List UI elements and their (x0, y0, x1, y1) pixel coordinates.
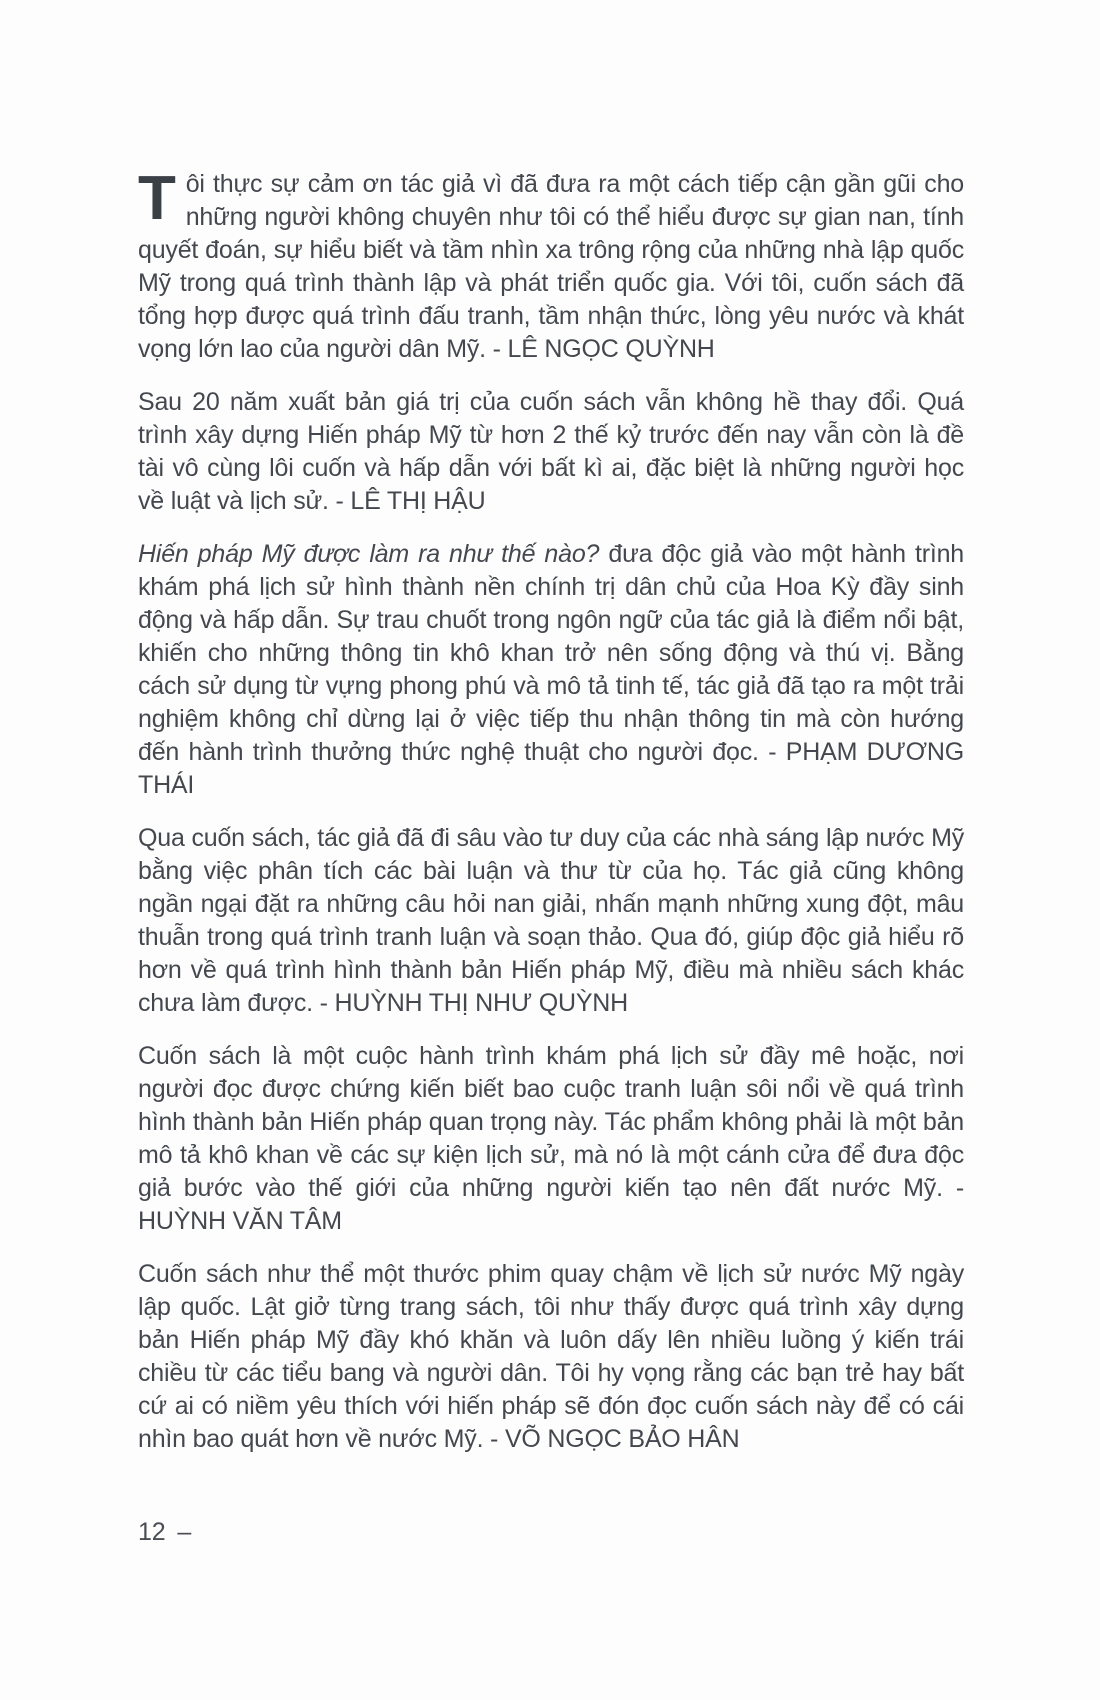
reviewer-name: PHẠM DƯƠNG THÁI (138, 738, 964, 799)
page-number-value: 12 (138, 1518, 166, 1546)
reviewer-name: LÊ THỊ HẬU (350, 487, 486, 515)
review-text: đưa độc giả vào một hành trình khám phá lịch sử hình thành nền chính trị dân chủ của Hoa Kỳ đầy sinh động và hấp dẫn. Sự trau chuốt trong ngôn ngữ của tác giả là điểm nổi bật, khiến cho những thông tin khô khan trở nên sống động và thú vị. Bằng cách sử dụng từ vựng phong phú và mô tả tinh tế, tác giả đã tạo ra một trải nghiệm không chỉ dừng lại ở việc tiếp thu nhận thông tin mà còn hướng đến hành trình thưởng thức nghệ thuật cho người đọc. - (138, 540, 965, 766)
page-number-dash: – (177, 1518, 192, 1546)
review-text: Cuốn sách là một cuộc hành trình khám phá lịch sử đầy mê hoặc, nơi người đọc được chứng kiến biết bao cuộc tranh luận sôi nổi về quá trình hình thành bản Hiến pháp quan trọng này. Tác phẩm không phải là một bản mô tả khô khan về các sự kiện lịch sử, mà nó là một cánh cửa để đưa độc giả bước vào thế giới của những người kiến tạo nên đất nước Mỹ. - (138, 1042, 964, 1202)
reviews-text-block (138, 164, 965, 1456)
reviewer-name: VÕ NGỌC BẢO HÂN (504, 1425, 740, 1453)
review-text: Cuốn sách như thể một thước phim quay chậm về lịch sử nước Mỹ ngày lập quốc. Lật giở từng trang sách, tôi như thấy được quá trình xây dựng bản Hiến pháp Mỹ đầy khó khăn và luôn dấy lên nhiều luồng ý kiến trái chiều từ các tiểu bang và người dân. Tôi hy vọng rằng các bạn trẻ hay bất cứ ai có niềm yêu thích với hiến pháp sẽ đón đọc cuốn sách này để có cái nhìn bao quát hơn về nước Mỹ. - (138, 1260, 964, 1453)
drop-cap: T (138, 164, 176, 233)
review-text: Sau 20 năm xuất bản giá trị của cuốn sách vẫn không hề thay đổi. Quá trình xây dựng Hiến pháp Mỹ từ hơn 2 thế kỷ trước đến nay vẫn còn là đề tài vô cùng lôi cuốn và hấp dẫn với bất kì ai, đặc biệt là những người học về luật và lịch sử. - (138, 388, 964, 515)
review-paragraph (138, 386, 964, 518)
page-number (138, 1518, 191, 1547)
book-title-italic: Hiến pháp Mỹ được làm ra như thế nào? (138, 540, 600, 568)
reviewer-name: HUỲNH VĂN TÂM (138, 1207, 342, 1235)
review-text: Qua cuốn sách, tác giả đã đi sâu vào tư duy của các nhà sáng lập nước Mỹ bằng việc phân tích các bài luận và thư từ của họ. Tác giả cũng không ngần ngại đặt ra những câu hỏi nan giải, nhấn mạnh những xung đột, mâu thuẫn trong quá trình tranh luận và soạn thảo. Qua đó, giúp độc giả hiểu rõ hơn về quá trình hình thành bản Hiến pháp Mỹ, điều mà nhiều sách khác chưa làm được. - (138, 824, 964, 1017)
review-paragraph (138, 1258, 964, 1456)
review-paragraph (138, 538, 964, 802)
review-paragraph (138, 1040, 964, 1238)
review-paragraph (138, 164, 964, 366)
reviewer-name: HUỲNH THỊ NHƯ QUỲNH (334, 989, 629, 1017)
review-text: ôi thực sự cảm ơn tác giả vì đã đưa ra một cách tiếp cận gần gũi cho những người không chuyên như tôi có thể hiểu được sự gian nan, tính quyết đoán, sự hiểu biết và tầm nhìn xa trông rộng của những nhà lập quốc Mỹ trong quá trình thành lập và phát triển quốc gia. Với tôi, cuốn sách đã tổng hợp được quá trình đấu tranh, tầm nhận thức, lòng yêu nước và khát vọng lớn lao của người dân Mỹ. - (138, 170, 964, 363)
reviewer-name: LÊ NGỌC QUỲNH (507, 335, 715, 363)
review-paragraph (138, 822, 964, 1020)
